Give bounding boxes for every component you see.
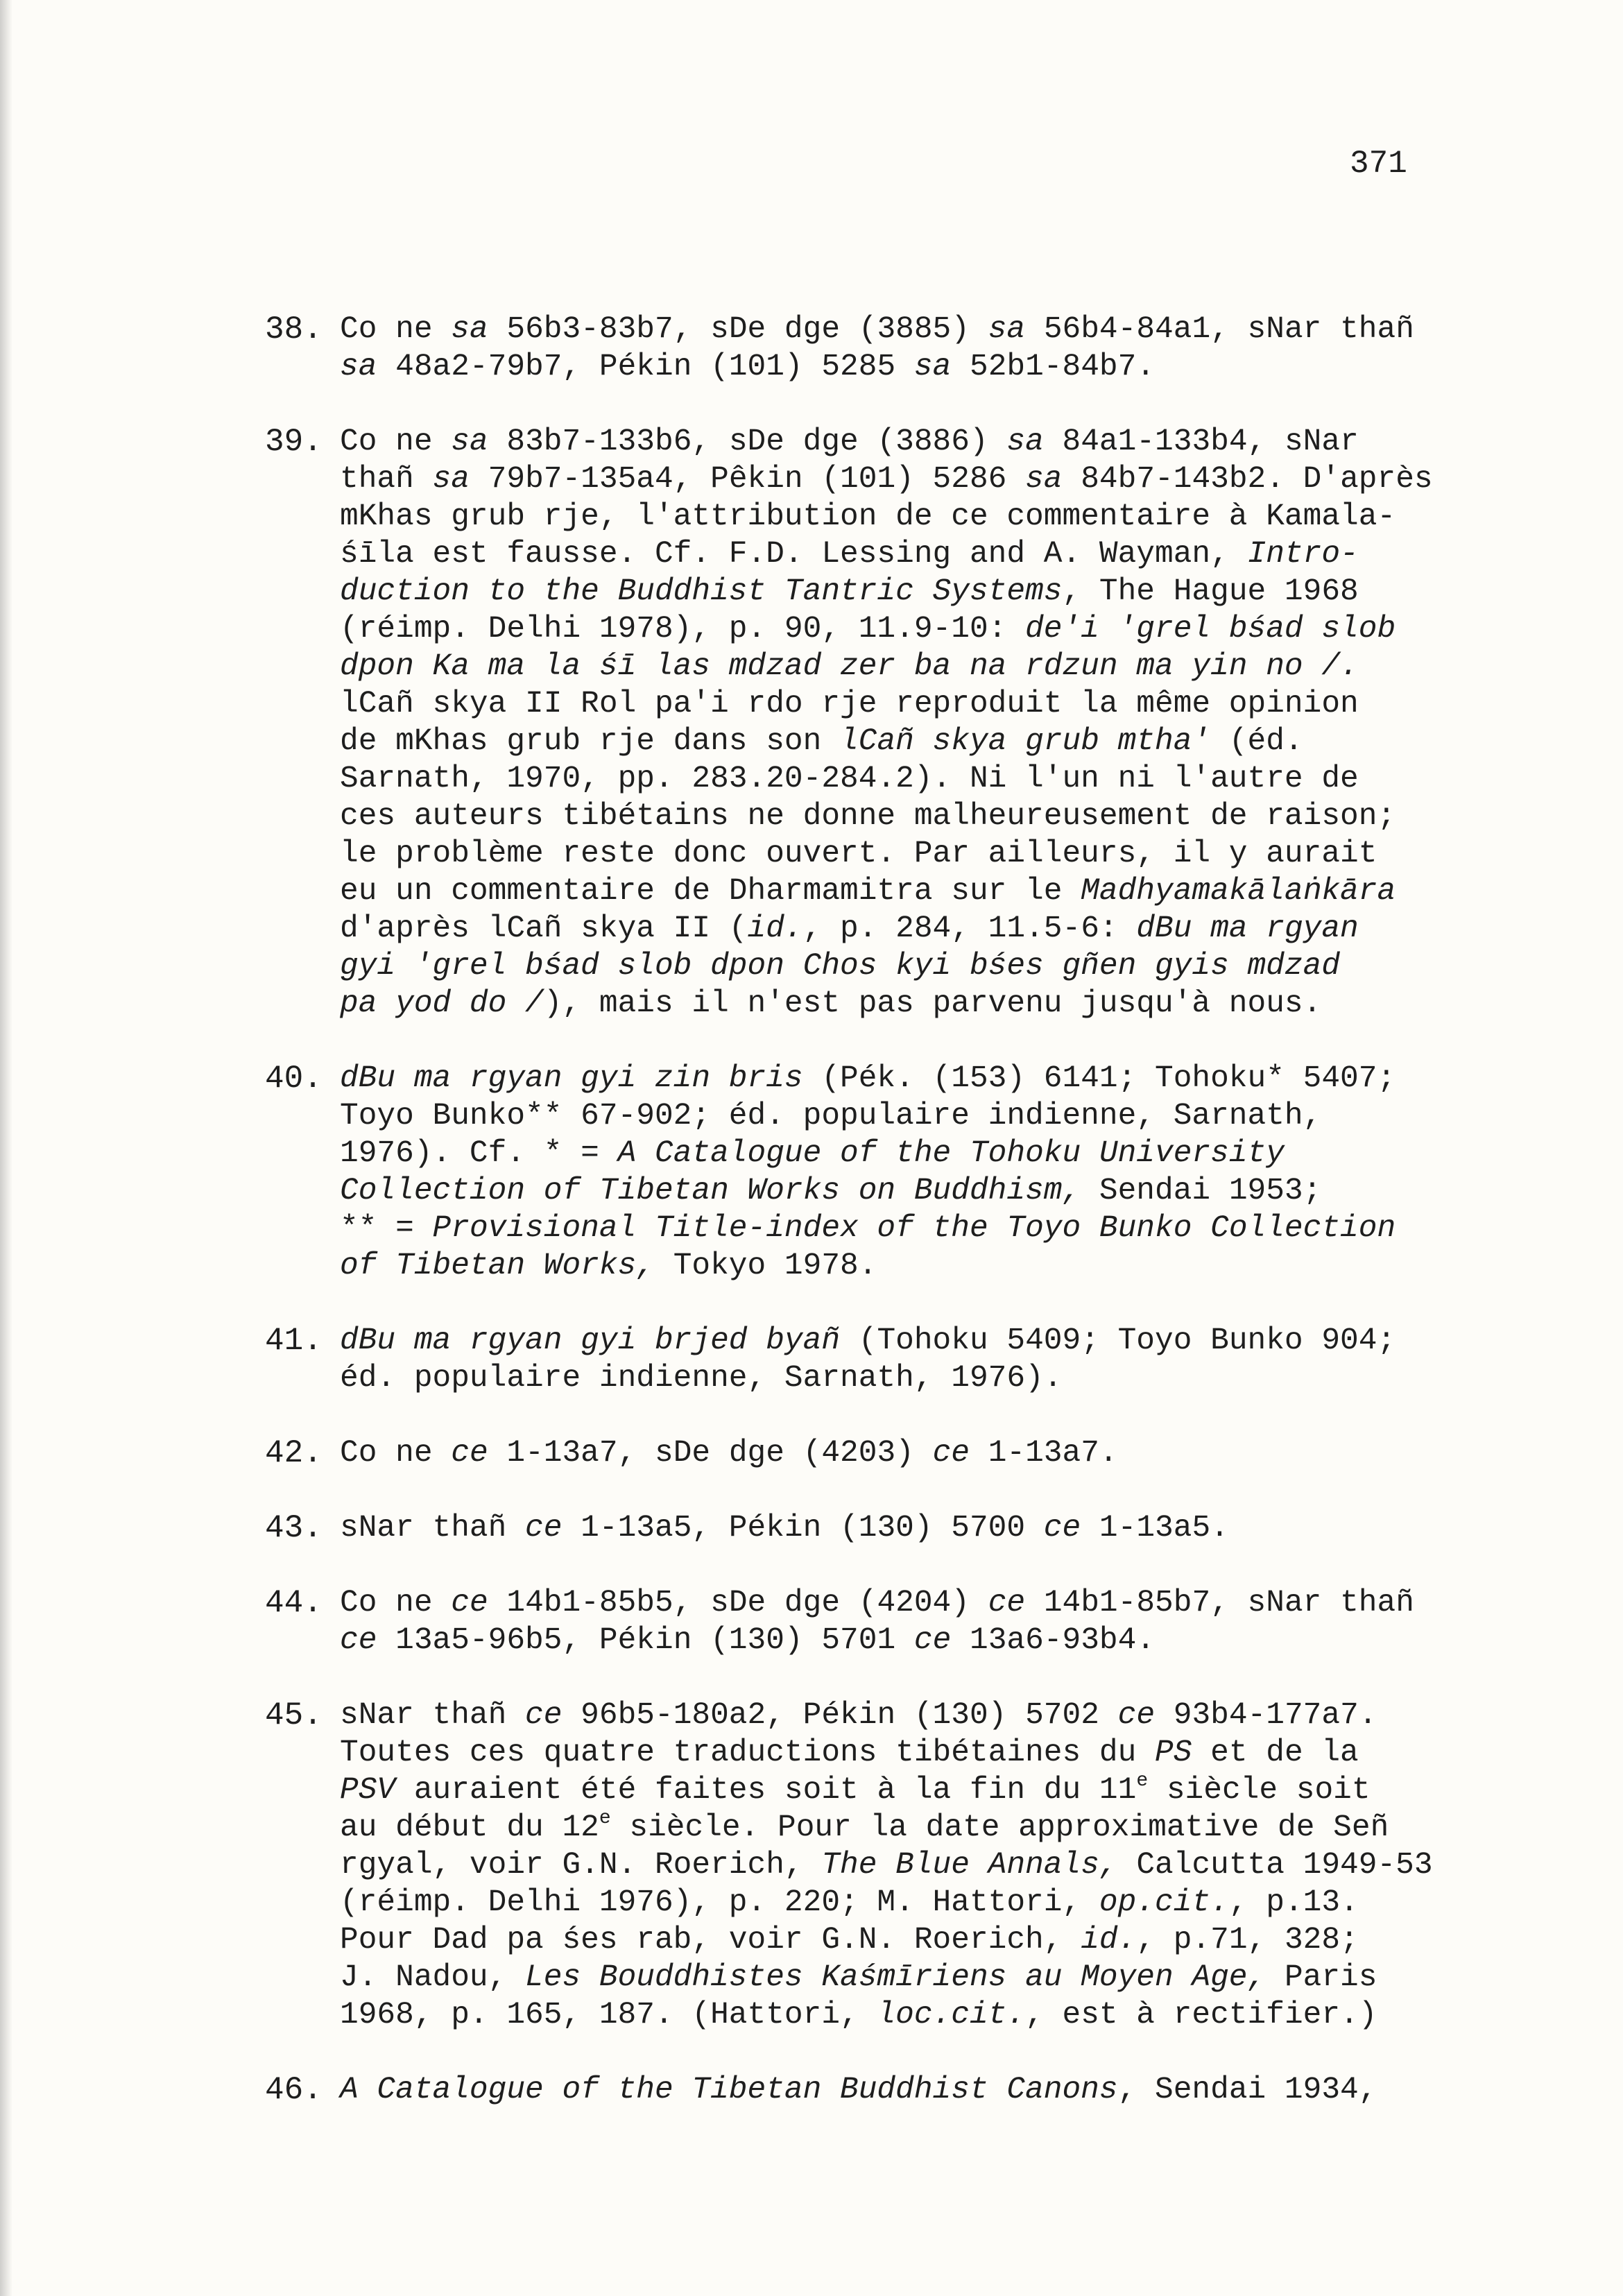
footnote-line [340,835,1444,873]
text-span: Sendai 1953; [1081,1174,1322,1208]
footnote-line [340,685,1444,723]
text-span: 93b4-177a7. [1155,1698,1377,1733]
text-span: 1968, p. 165, 187. (Hattori, [340,1998,877,2032]
italic-span: ce [451,1586,488,1620]
italic-span: sa [1025,462,1063,497]
text-span: lCañ skya II Rol pa'i rdo rje reproduit la même opinion [340,687,1359,721]
footnote [265,2071,1444,2109]
italic-span: ce [451,1436,488,1471]
text-span: rgyal, voir G.N. Roerich, [340,1848,822,1883]
text-span: 13a5-96b5, Pékin (130) 5701 [377,1623,914,1658]
text-span: 84a1-133b4, sNar [1043,425,1359,459]
footnote-line [340,910,1444,948]
text-span: , p.13. [1228,1885,1359,1920]
italic-span: dBu ma rgyan gyi brjed byañ [340,1323,841,1358]
text-span: siècle soit [1148,1773,1371,1808]
text-span: Co ne [340,1586,452,1620]
footnote-line [340,1847,1444,1884]
text-span: Calcutta 1949-53 [1117,1848,1433,1883]
superscript: e [1136,1770,1149,1792]
italic-span: ce [1043,1511,1081,1545]
italic-span: duction to the Buddhist Tantric Systems [340,574,1063,609]
text-span: 52b1-84b7. [951,350,1156,384]
italic-span: Les Bouddhistes Kaśmīriens au Moyen Age, [525,1960,1266,1995]
italic-span: ce [525,1698,563,1733]
footnote-line [340,1060,1444,1097]
text-span: (Pék. (153) 6141; Tohoku* 5407; [802,1061,1396,1096]
text-span: (réimp. Delhi 1978), p. 90, 11.9-10: [340,612,1026,646]
footnote-line [340,798,1444,835]
text-span: , p.71, 328; [1136,1923,1359,1957]
footnote-number: 44. [265,1585,323,1621]
italic-span: de'i 'grel bśad slob [1025,612,1396,646]
text-span: éd. populaire indienne, Sarnath, 1976). [340,1361,1063,1396]
text-span: Tokyo 1978. [654,1249,877,1283]
text-span: Pour Dad pa śes rab, voir G.N. Roerich, [340,1923,1081,1957]
footnote-text [340,1509,1444,1547]
text-span: 48a2-79b7, Pékin (101) 5285 [377,350,914,384]
footnote-line [340,498,1444,536]
italic-span: ce [340,1623,377,1658]
italic-span: Collection of Tibetan Works on Buddhism, [340,1174,1081,1208]
footnote [265,1434,1444,1472]
italic-span: A Catalogue of the Tohoku University [617,1136,1285,1171]
text-span: 13a6-93b4. [951,1623,1156,1658]
footnote-line [340,1959,1444,1996]
text-span: ces auteurs tibétains ne donne malheureusement de raison; [340,799,1396,834]
text-span: ** = [340,1211,433,1246]
footnote-line [340,873,1444,910]
text-span: , est à rectifier.) [1025,1998,1377,2032]
text-span: Sarnath, 1970, pp. 283.20-284.2). Ni l'un ni l'autre de [340,762,1359,796]
footnote-text [340,423,1444,1022]
text-span: 1-13a5, Pékin (130) 5700 [562,1511,1044,1545]
footnote-line [340,1172,1444,1210]
text-span: 1976). Cf. * = [340,1136,618,1171]
text-span: au début du 12 [340,1810,599,1845]
footnote-line [340,1734,1444,1772]
text-span: et de la [1192,1736,1359,1770]
footnote-line [340,1772,1444,1809]
footnote [265,423,1444,1022]
footnote-line [340,985,1444,1022]
text-span: siècle. Pour la date approximative de Señ [610,1810,1389,1845]
italic-span: of Tibetan Works, [340,1249,655,1283]
footnote-text [340,1434,1444,1472]
italic-span: op.cit. [1099,1885,1229,1920]
footnote-line [340,1921,1444,1959]
text-span: (réimp. Delhi 1976), p. 220; M. Hattori, [340,1885,1099,1920]
text-span: , p. 284, 11.5-6: [802,911,1137,946]
italic-span: Provisional Title-index of the Toyo Bunko Collection [432,1211,1396,1246]
footnote-text [340,1697,1444,2034]
footnote-number: 45. [265,1697,323,1733]
footnote-number: 39. [265,424,323,460]
text-span: Co ne [340,1436,452,1471]
footnote [265,1584,1444,1659]
footnote-number: 40. [265,1061,323,1097]
text-span: śīla est fausse. Cf. F.D. Lessing and A. Wayman, [340,537,1248,572]
footnote-text [340,1060,1444,1285]
text-span: , The Hague 1968 [1062,574,1359,609]
footnote-line [340,1996,1444,2034]
italic-span: Madhyamakālaṅkāra [1081,874,1396,909]
text-span: 1-13a7. [969,1436,1118,1471]
italic-span: loc.cit. [877,1998,1026,2032]
footnote-line [340,648,1444,685]
italic-span: id. [747,911,803,946]
footnote-line [340,1809,1444,1847]
footnote [265,1060,1444,1285]
footnote-line [340,1697,1444,1734]
footnote-text [340,311,1444,386]
text-span: 1-13a5. [1081,1511,1229,1545]
footnote [265,1322,1444,1397]
footnote-line [340,610,1444,648]
footnote-line [340,1509,1444,1547]
text-span: (Tohoku 5409; Toyo Bunko 904; [840,1323,1396,1358]
italic-span: lCañ skya grub mtha' [840,724,1211,759]
footnote-line [340,1360,1444,1397]
footnote-line [340,723,1444,760]
footnote-line [340,1135,1444,1172]
italic-span: ce [913,1623,952,1658]
text-span: 14b1-85b5, sDe dge (4204) [488,1586,988,1620]
italic-span: A Catalogue of the Tibetan Buddhist Canons [340,2073,1118,2107]
footnote-line [340,1434,1444,1472]
footnote-line [340,1247,1444,1285]
italic-span: PSV [340,1773,396,1808]
page-number: 371 [1350,146,1407,182]
footnote-line [340,423,1444,461]
text-span: d'après lCañ skya II ( [340,911,748,946]
footnote-line [340,348,1444,386]
italic-span: gyi 'grel bśad slob dpon Chos kyi bśes gñen gyis mdzad [340,949,1341,984]
footnote-line [340,2071,1444,2109]
italic-span: dBu ma rgyan gyi zin bris [340,1061,803,1096]
text-span: Co ne [340,312,452,347]
italic-span: sa [913,350,952,384]
footnote-line [340,573,1444,610]
text-span: thañ [340,462,433,497]
text-span: Toutes ces quatre traductions tibétaines du [340,1736,1155,1770]
superscript: e [599,1808,611,1829]
text-span: Toyo Bunko** 67-902; éd. populaire indienne, Sarnath, [340,1099,1322,1133]
footnote-line [340,311,1444,348]
footnote-line [340,1322,1444,1360]
italic-span: sa [432,462,470,497]
footnote-number: 41. [265,1323,323,1359]
footnote-line [340,1884,1444,1921]
footnote-line [340,461,1444,498]
italic-span: dBu ma rgyan [1136,911,1359,946]
text-span: ), mais il n'est pas parvenu jusqu'à nous. [543,986,1322,1021]
footnote-number: 43. [265,1510,323,1546]
footnote-number: 46. [265,2072,323,2108]
text-span: 14b1-85b7, sNar thañ [1025,1586,1414,1620]
text-span: 96b5-180a2, Pékin (130) 5702 [562,1698,1118,1733]
footnote-number: 42. [265,1435,323,1471]
text-span: mKhas grub rje, l'attribution de ce commentaire à Kamala- [340,499,1396,534]
footnote [265,1509,1444,1547]
italic-span: id. [1081,1923,1137,1957]
text-span: sNar thañ [340,1511,526,1545]
footnote-line [340,760,1444,798]
text-span: 84b7-143b2. D'après [1062,462,1433,497]
text-span: Co ne [340,425,452,459]
text-span: 79b7-135a4, Pêkin (101) 5286 [469,462,1026,497]
italic-span: Intro- [1247,537,1359,572]
footnote-text [340,1322,1444,1397]
footnote-text [340,2071,1444,2109]
italic-span: sa [451,425,488,459]
italic-span: ce [932,1436,970,1471]
italic-span: sa [451,312,488,347]
footnote-line [340,1584,1444,1622]
italic-span: dpon Ka ma la śī las mdzad zer ba na rdzun ma yin no /. [340,649,1359,684]
italic-span: pa yod do / [340,986,544,1021]
footnote-line [340,1210,1444,1247]
text-span: 56b3-83b7, sDe dge (3885) [488,312,988,347]
text-span: J. Nadou, [340,1960,526,1995]
italic-span: ce [988,1586,1026,1620]
italic-span: The Blue Annals, [821,1848,1118,1883]
italic-span: sa [1006,425,1044,459]
text-span: , Sendai 1934, [1117,2073,1377,2107]
text-span: (éd. [1210,724,1303,759]
footnote-line [340,536,1444,573]
footnote-line [340,948,1444,985]
text-span: 56b4-84a1, sNar thañ [1025,312,1414,347]
text-span: de mKhas grub rje dans son [340,724,841,759]
text-span: 1-13a7, sDe dge (4203) [488,1436,933,1471]
italic-span: ce [525,1511,563,1545]
footnote-text [340,1584,1444,1659]
text-span: 83b7-133b6, sDe dge (3886) [488,425,1007,459]
italic-span: sa [340,350,377,384]
footnote-number: 38. [265,311,323,348]
footnote-line [340,1097,1444,1135]
footnotes-list [265,311,1444,2146]
italic-span: PS [1155,1736,1192,1770]
text-span: le problème reste donc ouvert. Par ailleurs, il y aurait [340,837,1377,871]
footnote [265,1697,1444,2034]
italic-span: sa [988,312,1026,347]
text-span: Paris [1266,1960,1377,1995]
text-span: eu un commentaire de Dharmamitra sur le [340,874,1081,909]
scan-edge-shadow [0,0,12,2296]
text-span: auraient été faites soit à la fin du 11 [395,1773,1137,1808]
italic-span: ce [1117,1698,1156,1733]
footnote-line [340,1622,1444,1659]
text-span: sNar thañ [340,1698,526,1733]
footnote [265,311,1444,386]
